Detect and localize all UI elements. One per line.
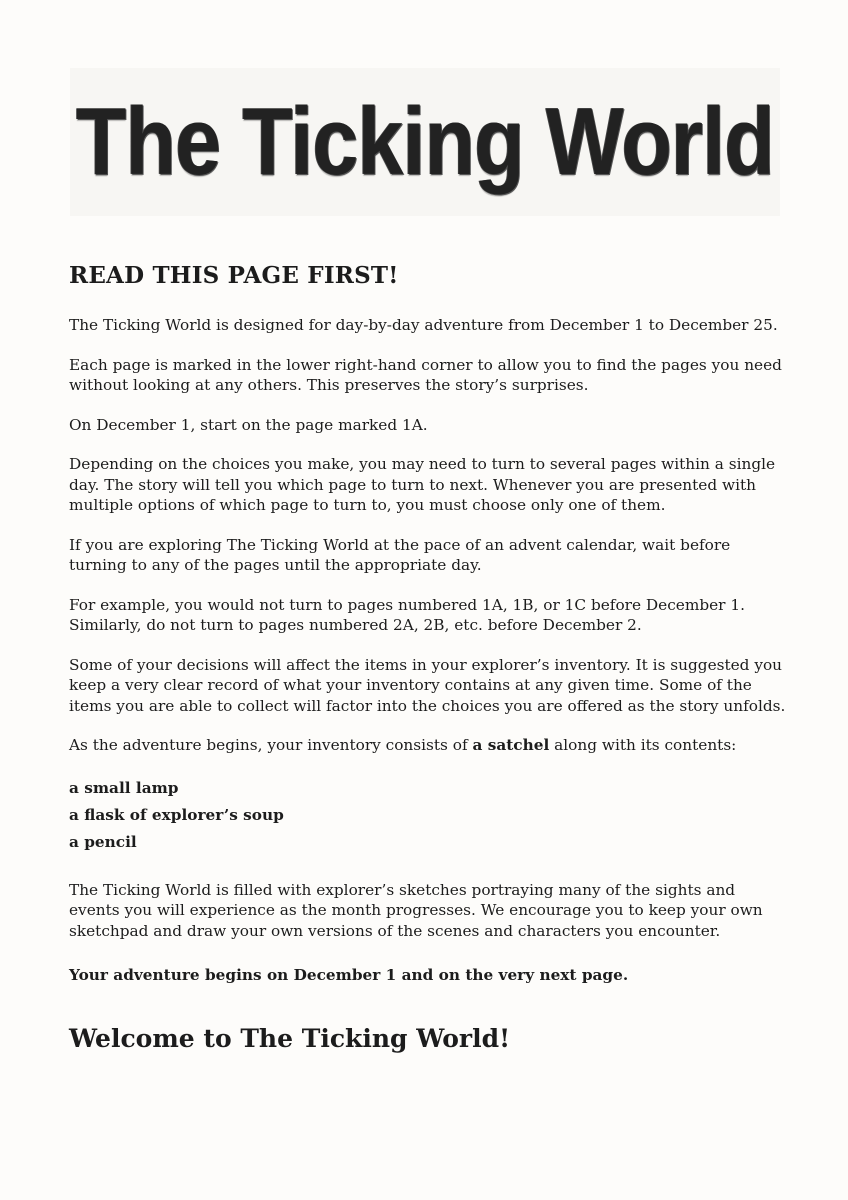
paragraph-page-markers: Each page is marked in the lower right-hand corner to allow you to find the pages you need without looking at any others. This preserves the story’s surprises.: [69, 355, 782, 394]
paragraph-example: For example, you would not turn to pages numbered 1A, 1B, or 1C before December 1. Similarly, do not turn to pages numbered 2A, 2B, etc. before December 2.: [69, 595, 745, 634]
inventory-intro-before: As the adventure begins, your inventory consists of: [69, 736, 473, 754]
inventory-item: a small lamp: [69, 778, 179, 797]
paragraph-advent-pace: If you are exploring The Ticking World at the pace of an advent calendar, wait before turning to any of the pages until the appropriate day.: [69, 535, 731, 574]
paragraph-sketches: The Ticking World is filled with explorer’s sketches portraying many of the sights and events you will experience as the month progresses. We encourage you to keep your own sketchpad and draw your own versions of the scenes and characters you encounter.: [69, 880, 763, 940]
paragraph-start: On December 1, start on the page marked 1A.: [69, 415, 428, 434]
inventory-intro-satchel: a satchel: [472, 736, 550, 754]
title-banner: [70, 68, 780, 216]
paragraph-intro: The Ticking World is designed for day-by-day adventure from December 1 to December 25.: [69, 316, 778, 334]
adventure-begins-note: Your adventure begins on December 1 and on the very next page.: [69, 966, 629, 984]
paragraph-choices: Depending on the choices you make, you may need to turn to several pages within a single day. The story will tell you which page to turn to next. Whenever you are presented with multiple options of which page to turn to, you must choose only one of them.: [69, 455, 776, 514]
inventory-item: a flask of explorer’s soup: [69, 805, 284, 824]
welcome-heading: Welcome to The Ticking World!: [69, 1023, 511, 1053]
inventory-intro-after: along with its contents:: [549, 736, 737, 754]
inventory-item: a pencil: [69, 832, 137, 851]
paragraph-inventory-record: Some of your decisions will affect the items in your explorer’s inventory. It is suggested you keep a very clear record of what your inventory contains at any given time. Some of the items you are able to collect will factor into the choices you are offered as the story unfolds.: [69, 655, 786, 715]
inventory-list: [69, 775, 789, 856]
page-heading: READ THIS PAGE FIRST!: [69, 262, 399, 289]
page-content: [69, 260, 789, 1056]
banner-title: The Ticking World: [76, 88, 774, 195]
paragraph-inventory-intro: [69, 735, 789, 756]
